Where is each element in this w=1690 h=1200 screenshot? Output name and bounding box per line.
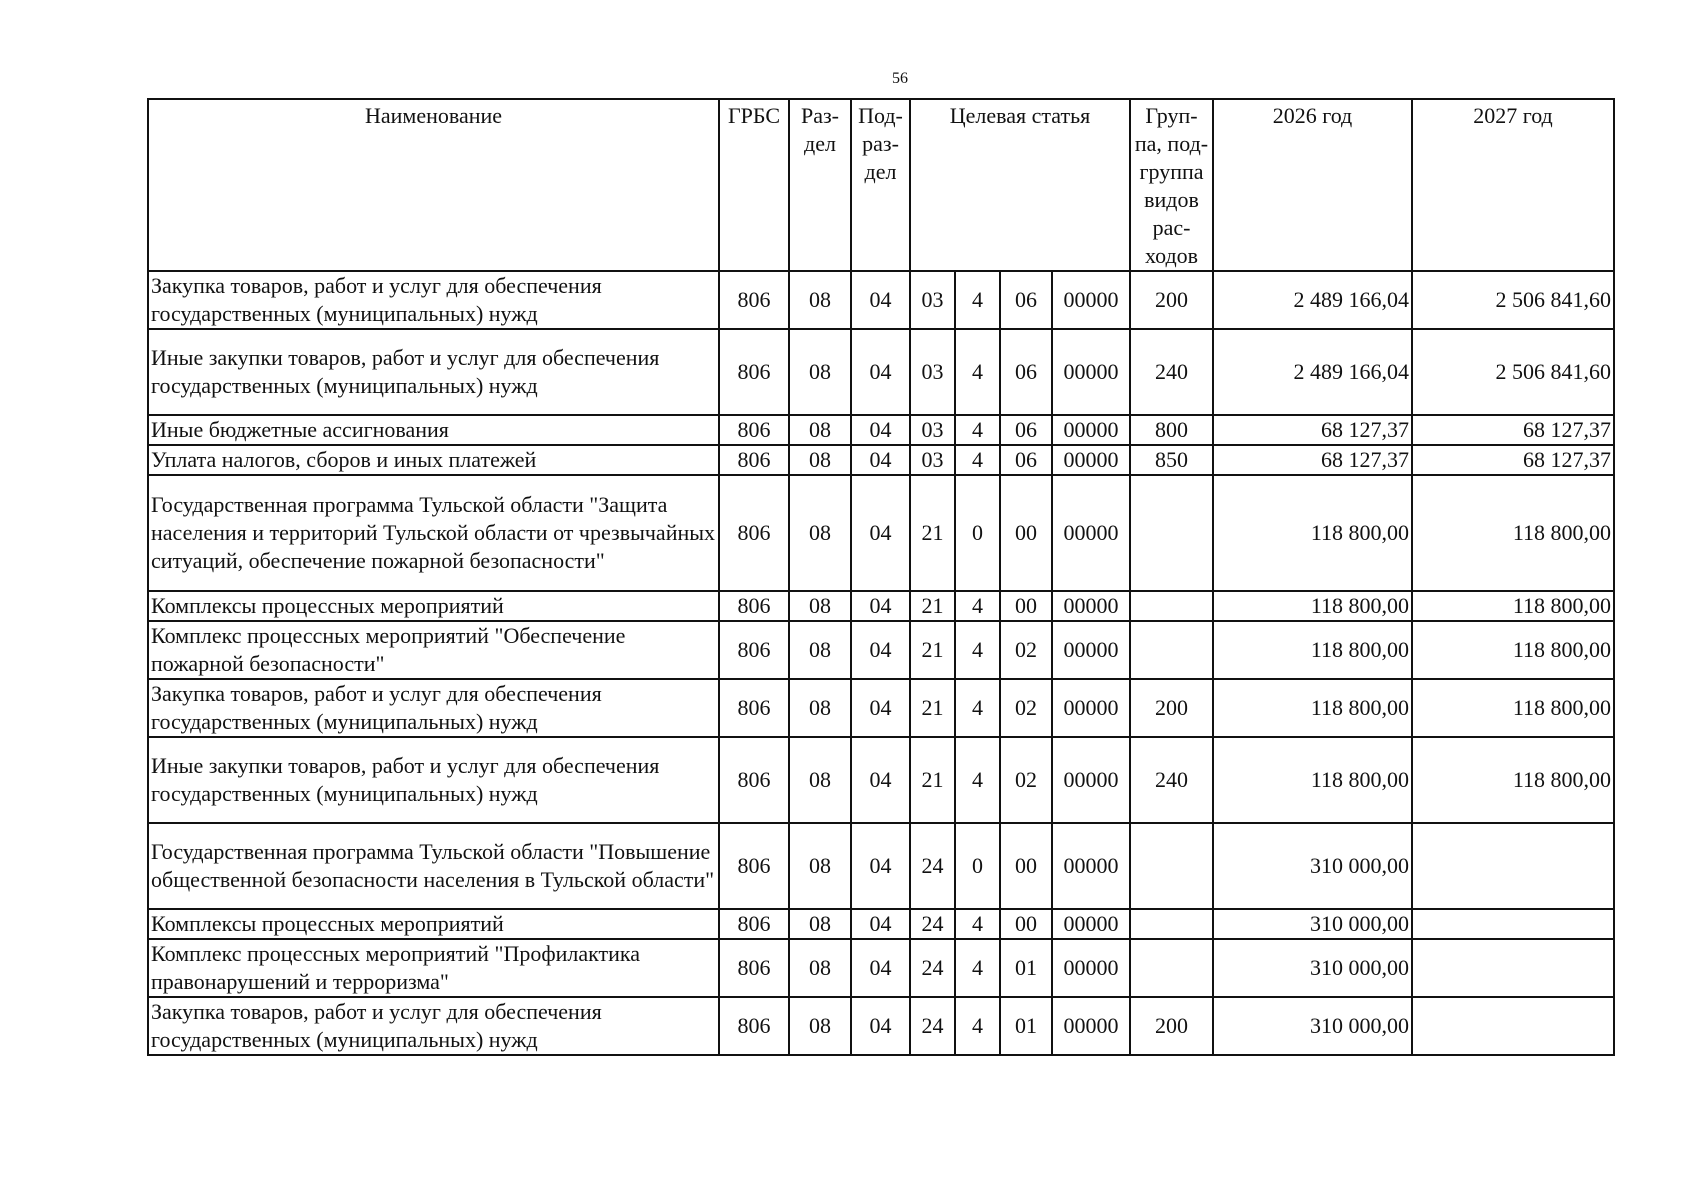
cell-grbs: 806 xyxy=(719,823,789,909)
cell-grbs: 806 xyxy=(719,271,789,329)
cell-amount-2026: 118 800,00 xyxy=(1213,591,1412,621)
header-expense-group: Груп- па, под- группа видов рас- ходов xyxy=(1130,99,1213,271)
header-year-2026: 2026 год xyxy=(1213,99,1412,271)
cell-grbs: 806 xyxy=(719,475,789,591)
cell-razdel: 08 xyxy=(789,737,851,823)
table-row xyxy=(148,329,1614,415)
cell-target-type: 4 xyxy=(955,909,1000,939)
cell-grbs: 806 xyxy=(719,329,789,415)
cell-target-program: 03 xyxy=(910,329,955,415)
cell-amount-2026: 310 000,00 xyxy=(1213,997,1412,1055)
cell-target-program: 21 xyxy=(910,621,955,679)
cell-target-direction: 00000 xyxy=(1052,475,1130,591)
cell-target-type: 4 xyxy=(955,939,1000,997)
table-row xyxy=(148,997,1614,1055)
table-row xyxy=(148,621,1614,679)
cell-podrazdel: 04 xyxy=(851,823,910,909)
cell-target-type: 0 xyxy=(955,823,1000,909)
cell-target-program: 24 xyxy=(910,939,955,997)
cell-grbs: 806 xyxy=(719,445,789,475)
cell-target-direction: 00000 xyxy=(1052,679,1130,737)
cell-expense-group: 800 xyxy=(1130,415,1213,445)
header-podrazdel: Под- раз- дел xyxy=(851,99,910,271)
cell-target-direction: 00000 xyxy=(1052,997,1130,1055)
cell-target-type: 0 xyxy=(955,475,1000,591)
cell-target-program: 21 xyxy=(910,679,955,737)
cell-amount-2026: 2 489 166,04 xyxy=(1213,271,1412,329)
cell-target-type: 4 xyxy=(955,997,1000,1055)
cell-target-subprogram: 01 xyxy=(1000,939,1052,997)
table-row xyxy=(148,415,1614,445)
cell-podrazdel: 04 xyxy=(851,621,910,679)
cell-target-subprogram: 06 xyxy=(1000,329,1052,415)
cell-name: Комплекс процессных мероприятий "Профилактика правонарушений и терроризма" xyxy=(148,939,719,997)
table-row xyxy=(148,823,1614,909)
cell-razdel: 08 xyxy=(789,621,851,679)
cell-expense-group: 240 xyxy=(1130,329,1213,415)
cell-name: Комплексы процессных мероприятий xyxy=(148,591,719,621)
table-row xyxy=(148,591,1614,621)
cell-target-type: 4 xyxy=(955,621,1000,679)
cell-expense-group xyxy=(1130,475,1213,591)
cell-podrazdel: 04 xyxy=(851,997,910,1055)
cell-target-program: 24 xyxy=(910,997,955,1055)
page-number: 56 xyxy=(892,70,908,87)
cell-name: Комплекс процессных мероприятий "Обеспечение пожарной безопасности" xyxy=(148,621,719,679)
cell-amount-2027 xyxy=(1412,939,1614,997)
cell-expense-group: 200 xyxy=(1130,997,1213,1055)
cell-name: Государственная программа Тульской области "Защита населения и территорий Тульской области от чрезвычайных ситуаций, обеспечение пожарной безопасности" xyxy=(148,475,719,591)
cell-amount-2027 xyxy=(1412,823,1614,909)
cell-podrazdel: 04 xyxy=(851,329,910,415)
cell-target-subprogram: 00 xyxy=(1000,909,1052,939)
cell-target-program: 24 xyxy=(910,909,955,939)
table-row xyxy=(148,939,1614,997)
cell-name: Закупка товаров, работ и услуг для обеспечения государственных (муниципальных) нужд xyxy=(148,679,719,737)
cell-target-type: 4 xyxy=(955,415,1000,445)
cell-target-direction: 00000 xyxy=(1052,591,1130,621)
cell-amount-2026: 118 800,00 xyxy=(1213,737,1412,823)
table-row xyxy=(148,909,1614,939)
cell-target-type: 4 xyxy=(955,329,1000,415)
cell-podrazdel: 04 xyxy=(851,909,910,939)
cell-grbs: 806 xyxy=(719,679,789,737)
cell-target-direction: 00000 xyxy=(1052,939,1130,997)
cell-target-direction: 00000 xyxy=(1052,737,1130,823)
cell-expense-group: 200 xyxy=(1130,271,1213,329)
table-row xyxy=(148,679,1614,737)
cell-target-program: 21 xyxy=(910,737,955,823)
cell-target-program: 03 xyxy=(910,445,955,475)
table-row xyxy=(148,271,1614,329)
cell-grbs: 806 xyxy=(719,997,789,1055)
cell-target-subprogram: 02 xyxy=(1000,737,1052,823)
cell-name: Уплата налогов, сборов и иных платежей xyxy=(148,445,719,475)
cell-razdel: 08 xyxy=(789,591,851,621)
cell-amount-2026: 68 127,37 xyxy=(1213,445,1412,475)
header-target-article: Целевая статья xyxy=(910,99,1130,271)
cell-target-program: 21 xyxy=(910,475,955,591)
table-row xyxy=(148,475,1614,591)
cell-expense-group: 240 xyxy=(1130,737,1213,823)
cell-podrazdel: 04 xyxy=(851,415,910,445)
cell-razdel: 08 xyxy=(789,329,851,415)
cell-target-program: 03 xyxy=(910,271,955,329)
table-row xyxy=(148,445,1614,475)
cell-amount-2027: 2 506 841,60 xyxy=(1412,271,1614,329)
cell-name: Иные бюджетные ассигнования xyxy=(148,415,719,445)
header-grbs: ГРБС xyxy=(719,99,789,271)
cell-amount-2027: 2 506 841,60 xyxy=(1412,329,1614,415)
cell-razdel: 08 xyxy=(789,271,851,329)
cell-amount-2027: 68 127,37 xyxy=(1412,445,1614,475)
cell-target-subprogram: 01 xyxy=(1000,997,1052,1055)
cell-grbs: 806 xyxy=(719,909,789,939)
cell-amount-2027 xyxy=(1412,997,1614,1055)
cell-grbs: 806 xyxy=(719,939,789,997)
cell-target-subprogram: 02 xyxy=(1000,621,1052,679)
header-year-2027: 2027 год xyxy=(1412,99,1614,271)
cell-target-direction: 00000 xyxy=(1052,621,1130,679)
cell-podrazdel: 04 xyxy=(851,271,910,329)
cell-target-program: 03 xyxy=(910,415,955,445)
cell-podrazdel: 04 xyxy=(851,737,910,823)
cell-razdel: 08 xyxy=(789,679,851,737)
cell-target-direction: 00000 xyxy=(1052,415,1130,445)
cell-target-subprogram: 06 xyxy=(1000,271,1052,329)
cell-razdel: 08 xyxy=(789,823,851,909)
cell-razdel: 08 xyxy=(789,997,851,1055)
cell-podrazdel: 04 xyxy=(851,591,910,621)
cell-name: Комплексы процессных мероприятий xyxy=(148,909,719,939)
cell-expense-group xyxy=(1130,621,1213,679)
cell-target-subprogram: 06 xyxy=(1000,445,1052,475)
header-name: Наименование xyxy=(148,99,719,271)
cell-expense-group xyxy=(1130,823,1213,909)
cell-target-program: 21 xyxy=(910,591,955,621)
cell-amount-2027: 118 800,00 xyxy=(1412,621,1614,679)
cell-name: Государственная программа Тульской области "Повышение общественной безопасности населения в Тульской области" xyxy=(148,823,719,909)
cell-target-type: 4 xyxy=(955,445,1000,475)
table-row xyxy=(148,737,1614,823)
cell-grbs: 806 xyxy=(719,621,789,679)
cell-grbs: 806 xyxy=(719,591,789,621)
cell-amount-2026: 310 000,00 xyxy=(1213,823,1412,909)
cell-target-type: 4 xyxy=(955,737,1000,823)
cell-target-direction: 00000 xyxy=(1052,823,1130,909)
cell-amount-2026: 118 800,00 xyxy=(1213,475,1412,591)
cell-amount-2026: 2 489 166,04 xyxy=(1213,329,1412,415)
table-body xyxy=(148,271,1614,1055)
cell-name: Закупка товаров, работ и услуг для обеспечения государственных (муниципальных) нужд xyxy=(148,997,719,1055)
cell-grbs: 806 xyxy=(719,737,789,823)
cell-razdel: 08 xyxy=(789,445,851,475)
cell-podrazdel: 04 xyxy=(851,475,910,591)
cell-name: Закупка товаров, работ и услуг для обеспечения государственных (муниципальных) нужд xyxy=(148,271,719,329)
cell-expense-group: 200 xyxy=(1130,679,1213,737)
cell-amount-2027: 118 800,00 xyxy=(1412,475,1614,591)
cell-target-subprogram: 02 xyxy=(1000,679,1052,737)
cell-name: Иные закупки товаров, работ и услуг для обеспечения государственных (муниципальных) нужд xyxy=(148,329,719,415)
cell-target-type: 4 xyxy=(955,271,1000,329)
cell-name: Иные закупки товаров, работ и услуг для обеспечения государственных (муниципальных) нужд xyxy=(148,737,719,823)
cell-podrazdel: 04 xyxy=(851,445,910,475)
cell-podrazdel: 04 xyxy=(851,939,910,997)
cell-amount-2027: 118 800,00 xyxy=(1412,591,1614,621)
cell-razdel: 08 xyxy=(789,415,851,445)
cell-razdel: 08 xyxy=(789,475,851,591)
cell-target-program: 24 xyxy=(910,823,955,909)
cell-target-type: 4 xyxy=(955,679,1000,737)
header-razdel: Раз- дел xyxy=(789,99,851,271)
cell-amount-2027: 118 800,00 xyxy=(1412,737,1614,823)
budget-table xyxy=(147,98,1615,1056)
cell-target-direction: 00000 xyxy=(1052,445,1130,475)
cell-expense-group xyxy=(1130,909,1213,939)
cell-expense-group xyxy=(1130,939,1213,997)
cell-amount-2026: 118 800,00 xyxy=(1213,679,1412,737)
cell-grbs: 806 xyxy=(719,415,789,445)
cell-target-subprogram: 00 xyxy=(1000,475,1052,591)
cell-target-subprogram: 06 xyxy=(1000,415,1052,445)
cell-amount-2027: 68 127,37 xyxy=(1412,415,1614,445)
cell-amount-2026: 68 127,37 xyxy=(1213,415,1412,445)
table-header-row xyxy=(148,99,1614,271)
cell-target-subprogram: 00 xyxy=(1000,591,1052,621)
cell-target-type: 4 xyxy=(955,591,1000,621)
cell-expense-group: 850 xyxy=(1130,445,1213,475)
cell-razdel: 08 xyxy=(789,939,851,997)
cell-amount-2026: 310 000,00 xyxy=(1213,939,1412,997)
cell-amount-2026: 118 800,00 xyxy=(1213,621,1412,679)
cell-target-direction: 00000 xyxy=(1052,271,1130,329)
cell-amount-2026: 310 000,00 xyxy=(1213,909,1412,939)
cell-target-subprogram: 00 xyxy=(1000,823,1052,909)
cell-amount-2027: 118 800,00 xyxy=(1412,679,1614,737)
cell-target-direction: 00000 xyxy=(1052,909,1130,939)
cell-amount-2027 xyxy=(1412,909,1614,939)
cell-target-direction: 00000 xyxy=(1052,329,1130,415)
cell-expense-group xyxy=(1130,591,1213,621)
cell-podrazdel: 04 xyxy=(851,679,910,737)
cell-razdel: 08 xyxy=(789,909,851,939)
